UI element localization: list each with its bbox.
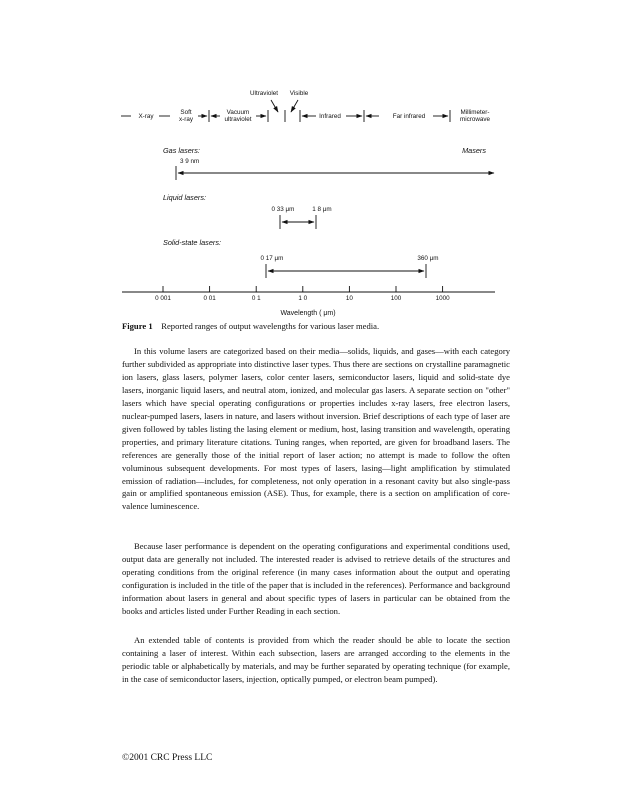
xray-region-label: X-ray <box>138 113 154 120</box>
axis-tick-label: 1000 <box>435 295 450 302</box>
millimeter-label-2: microwave <box>459 116 491 123</box>
ultraviolet-pointer <box>271 100 278 112</box>
soft-xray-label-1: Soft <box>180 109 192 116</box>
gas-lasers-label: Gas lasers: <box>163 146 200 155</box>
laser-wavelength-figure <box>0 0 617 320</box>
axis-tick-label: 0 001 <box>155 295 171 302</box>
solid-end-label: 360 μm <box>417 255 439 262</box>
masers-label: Masers <box>462 146 486 155</box>
axis-tick-label: 100 <box>390 295 402 302</box>
axis-label: Wavelength ( μm) <box>280 310 336 317</box>
solid-state-lasers-range <box>163 238 439 278</box>
ultraviolet-label: Ultraviolet <box>250 90 278 97</box>
figure-caption-text: Reported ranges of output wavelengths for various laser media. <box>161 321 380 331</box>
solid-start-label: 0 17 μm <box>260 255 284 262</box>
wavelength-axis <box>122 286 495 317</box>
axis-tick-label: 1 0 <box>298 295 308 302</box>
visible-label: Visible <box>289 90 309 97</box>
axis-tick-label: 0 01 <box>203 295 216 302</box>
soft-xray-label-2: x-ray <box>179 116 193 123</box>
visible-pointer <box>291 100 298 112</box>
liquid-lasers-label: Liquid lasers: <box>163 193 206 202</box>
gas-lasers-range <box>163 146 494 180</box>
millimeter-label-1: Millimeter- <box>460 109 490 116</box>
copyright-footer: ©2001 CRC Press LLC <box>122 753 213 763</box>
liquid-lasers-range <box>163 193 332 229</box>
liquid-end-label: 1 8 μm <box>312 206 332 213</box>
liquid-start-label: 0 33 μm <box>271 206 295 213</box>
far-infrared-label: Far infrared <box>392 113 426 120</box>
body-paragraph-1: In this volume lasers are categorized based on their media—solids, liquids, and gases—with each category further subdivided as appropriate into distinctive laser types. Thus there are sections on crystalline paramagnetic ion lasers, glass lasers, polymer lasers, color center lasers, semiconductor lasers, liquid and solid-state dye lasers, inorganic liquid lasers, and neutral atom, ionized, and molecular gas lasers. A separate section on "other" lasers which have special operating configurations or properties includes x-ray lasers, free electron lasers, nuclear-pumped lasers, lasers in nature, and lasers without inversion. Brief descriptions of each type of laser are given followed by tables listing the lasing element or medium, host, lasing transition and wavelength, operating properties, and primary literature citations. Tuning ranges, when reported, are given for broadband lasers. The references are generally those of the initial report of laser action; no attempt is made to follow the often voluminous subsequent developments. For most types of lasers, lasing—light amplification by stimulated emission of radiation—includes, for completeness, not only operation in a resonant cavity but also single-pass gain or amplified spontaneous emission (ASE). Thus, for example, there is a section on amplification of core-valence luminescence. <box>122 346 510 512</box>
vuv-label-2: ultraviolet <box>224 116 252 123</box>
gas-start-label: 3 9 nm <box>180 158 200 165</box>
solid-state-lasers-label: Solid-state lasers: <box>163 238 221 247</box>
infrared-label: Infrared <box>319 113 341 120</box>
axis-tick-label: 0 1 <box>251 295 261 302</box>
axis-tick-label: 10 <box>345 295 353 302</box>
vuv-label-1: Vacuum <box>226 109 250 116</box>
figure-caption-label: Figure 1 <box>122 321 153 331</box>
body-paragraph-3: An extended table of contents is provided from which the reader should be able to locate the section containing a laser of interest. Within each subsection, lasers are arranged according to the elements in the periodic table or alphabetically by materials, and may be further separated by operating technique (for example, in the case of semiconductor lasers, injection, optically pumped, or electron beam pumped). <box>122 635 510 684</box>
axis-ticks <box>155 286 450 302</box>
spectrum-regions <box>121 90 491 123</box>
body-paragraph-2: Because laser performance is dependent on the operating configurations and experimental conditions used, output data are generally not included. The interested reader is advised to retrieve details of the structures and operating conditions from the original reference (in many cases information about the output and operating configuration is included in the title of the paper that is included in the references). Performance and background information about lasers in general and about specific types of lasers in particular can be obtained from the books and articles listed under Further Reading in each section. <box>122 541 511 616</box>
figure-caption <box>122 320 522 332</box>
